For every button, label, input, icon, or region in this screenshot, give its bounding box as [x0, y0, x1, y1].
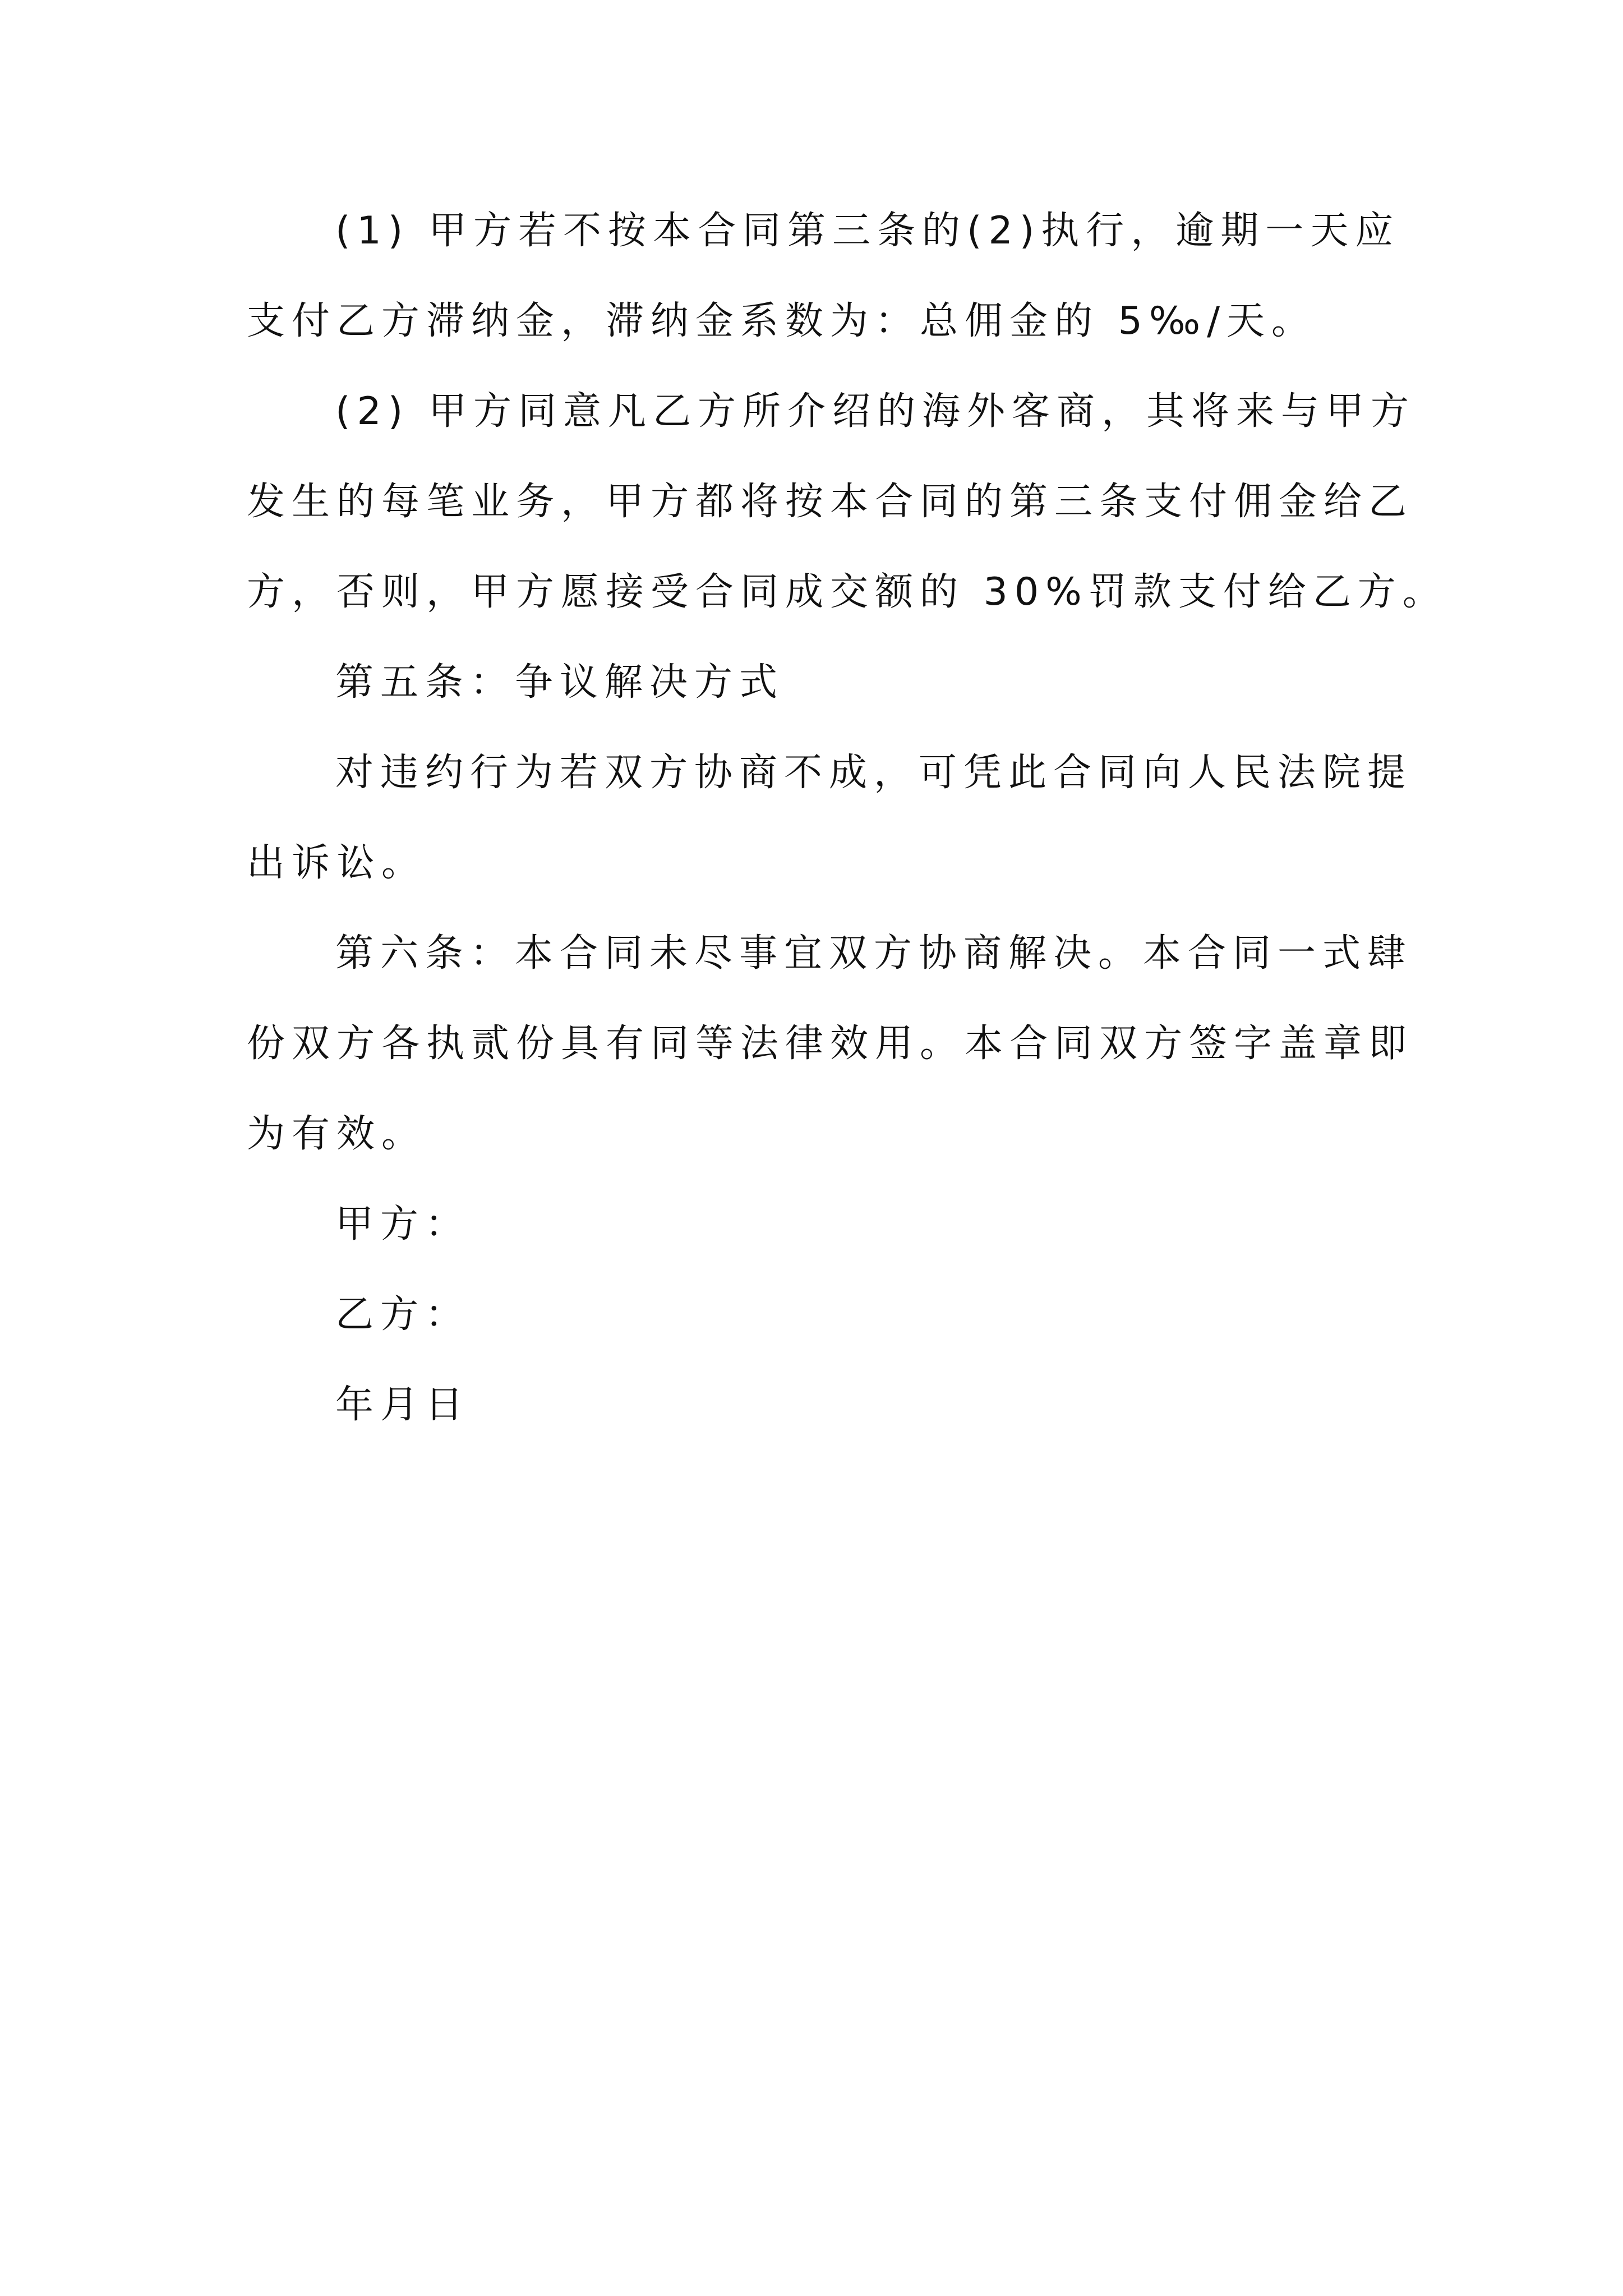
party-a-signature-label: 甲方：: [335, 1202, 471, 1246]
article-5-text-line-1: 对违约行为若双方协商不成，可凭此合同向人民法院提: [335, 751, 1413, 795]
penalty-clause-2-line-2: 发生的每笔业务，甲方都将按本合同的第三条支付佣金给乙: [247, 480, 1414, 524]
article-5-heading: 第五条：争议解决方式: [335, 660, 785, 705]
article-6-line-1: 第六条：本合同未尽事宜双方协商解决。本合同一式肆: [335, 931, 1413, 976]
party-b-signature-label: 乙方：: [335, 1292, 471, 1337]
article-6-line-3: 为有效。: [247, 1112, 427, 1156]
penalty-clause-2-line-3: 方，否则，甲方愿接受合同成交额的 30%罚款支付给乙方。: [247, 570, 1447, 614]
document-body: [247, 209, 1447, 1476]
penalty-clause-1-line-1: (1) 甲方若不按本合同第三条的(2)执行，逾期一天应: [335, 209, 1400, 253]
article-5-text-line-2: 出诉讼。: [247, 841, 427, 885]
penalty-clause-1-line-2: 支付乙方滞纳金，滞纳金系数为：总佣金的 5‰/天。: [247, 299, 1317, 343]
article-6-line-2: 份双方各执贰份具有同等法律效用。本合同双方签字盖章即: [247, 1022, 1414, 1066]
penalty-clause-2-line-1: (2) 甲方同意凡乙方所介绍的海外客商，其将来与甲方: [335, 389, 1415, 434]
date-label: 年月日: [335, 1383, 471, 1427]
